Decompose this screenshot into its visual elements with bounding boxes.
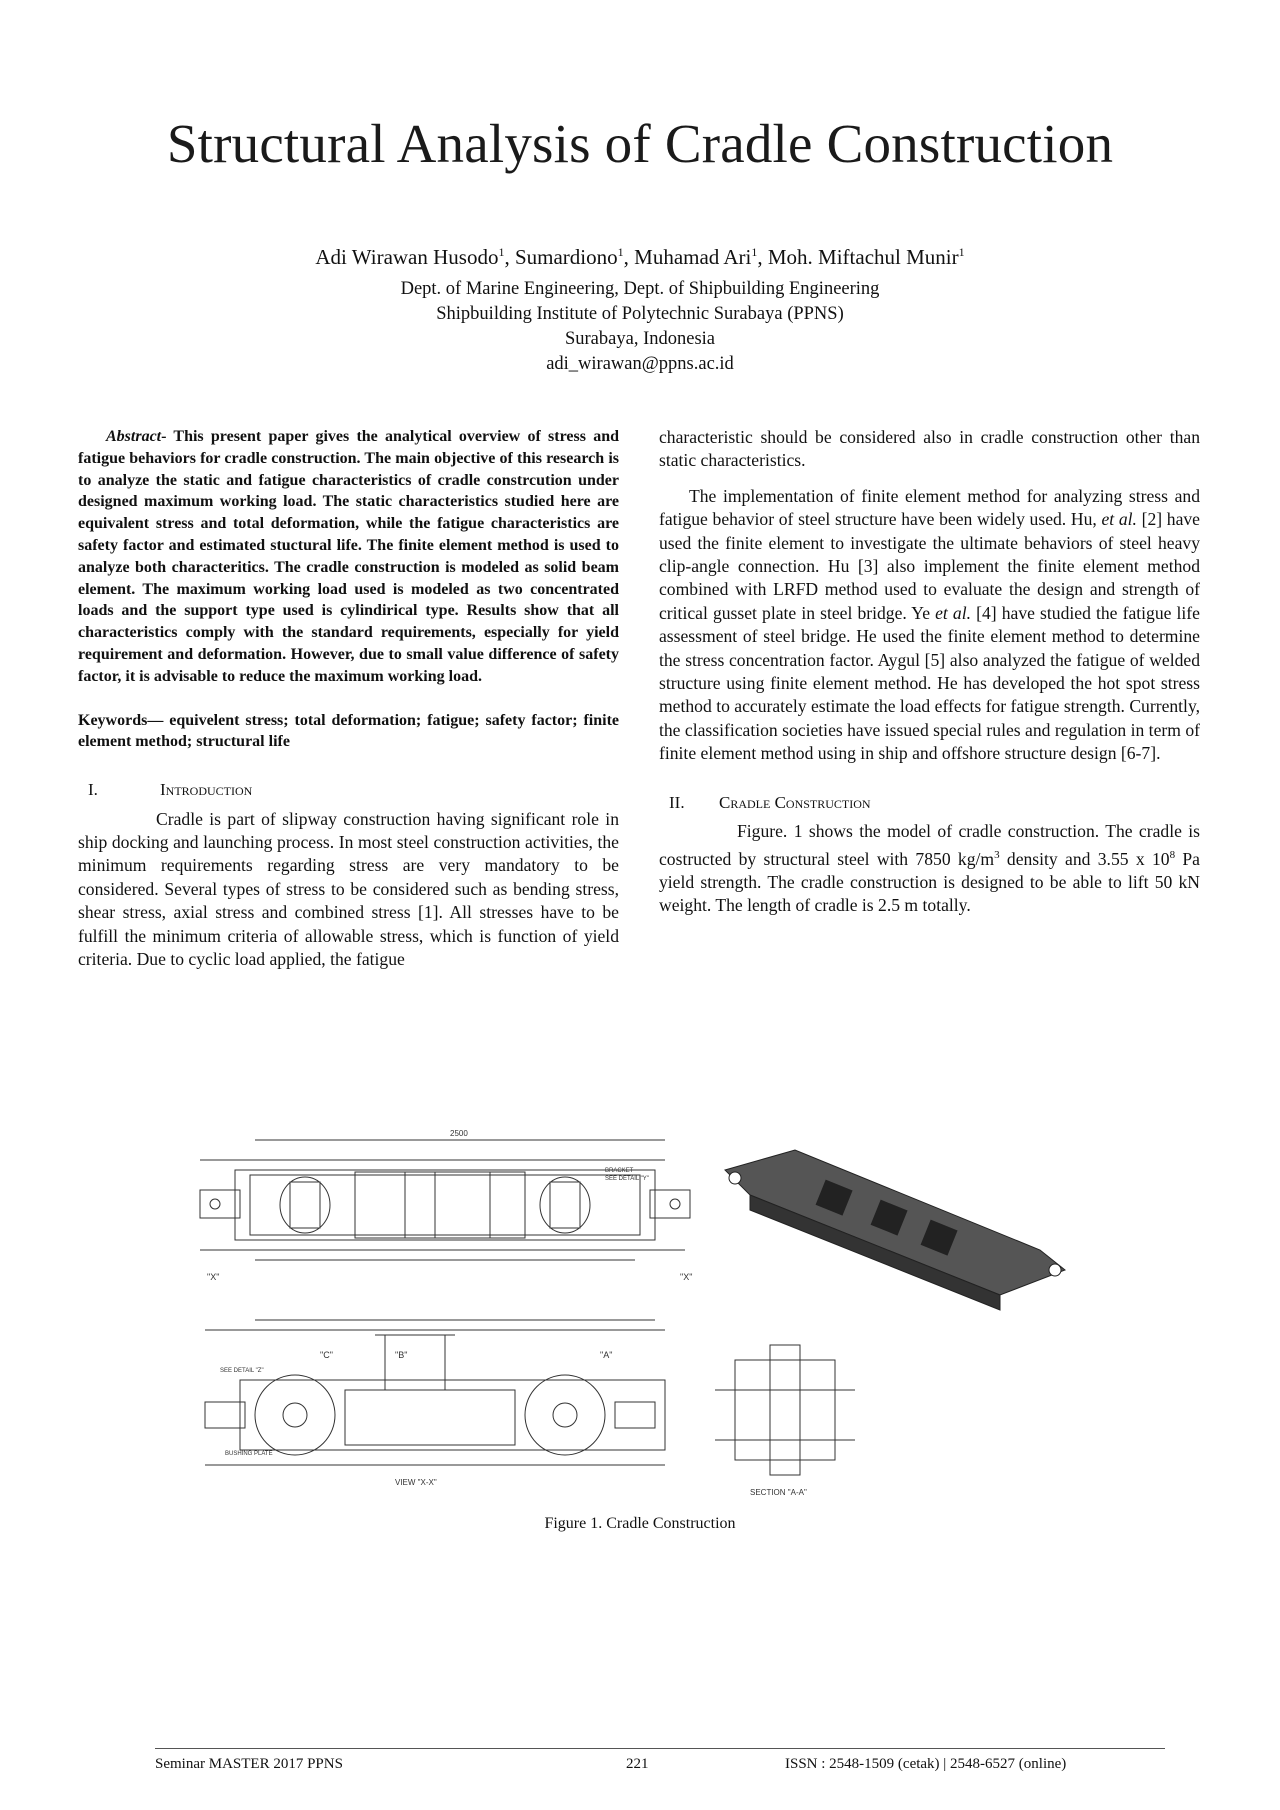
text-run: Pa yield strength. The cradle construction is designed to be able to lift 50 kN weight. The length of cradle is 2.5 m totally. [659, 848, 1200, 916]
bracket-label: BRACKET [605, 1168, 634, 1174]
text-run: [2] have used the finite element to investigate the ultimate behaviors of steel heavy clip-angle connection. Hu [3] also implement the finite element method combined with LRFD method used to evaluate the design and strength of critical gusset plate in steel bridge. Ye [659, 509, 1200, 623]
section-view-drawing [715, 1345, 855, 1497]
section-marker-a: "A" [600, 1350, 613, 1360]
view-marker-x-right: "X" [680, 1272, 693, 1282]
section-number: I. [88, 780, 98, 800]
footer-issn: ISSN : 2548-1509 (cetak) | 2548-6527 (online) [785, 1756, 1067, 1772]
author-affil-mark: 1 [498, 245, 505, 259]
section-heading-cradle [659, 791, 1200, 814]
author-name: Muhamad Ari [634, 245, 752, 269]
abstract [78, 426, 619, 688]
author-email: adi_wirawan@ppns.ac.id [546, 354, 734, 374]
introduction-paragraph: Cradle is part of slipway construction having significant role in ship docking and launching process. In most steel construction activities, the minimum requirements regarding stress are very mandatory to be considered. Several types of stress to be considered such as bending stress, shear stress, axial stress and combined stress [1]. All stresses have to be fulfill the minimum criteria of allowable stress, which is function of yield criteria. Due to cyclic load applied, the fatigue [78, 808, 619, 969]
paper-title: Structural Analysis of Cradle Construction [166, 113, 1114, 174]
figure-1 [195, 1110, 1085, 1505]
keywords [78, 710, 619, 754]
page-number: 221 [626, 1756, 649, 1772]
related-work-paragraph [659, 485, 1200, 766]
figure-caption: Figure 1. Cradle Construction [544, 1515, 736, 1532]
3d-model [725, 1150, 1065, 1310]
affiliation-institute: Shipbuilding Institute of Polytechnic Surabaya (PPNS) [436, 304, 844, 324]
side-view-drawing [205, 1320, 665, 1487]
text-run: density and 3.55 x 10 [999, 848, 1170, 869]
citation-etal: et al. [1101, 509, 1137, 530]
section-label: SECTION "A-A" [750, 1488, 807, 1497]
footer-rule [155, 1748, 1165, 1749]
dimension-label: 2500 [450, 1129, 468, 1138]
cradle-drawing [195, 1110, 1085, 1505]
top-view-drawing [200, 1129, 692, 1282]
author-name: Adi Wirawan Husodo [315, 245, 499, 269]
author-affil-mark: 1 [617, 245, 624, 259]
keywords-lead: Keywords— [78, 711, 164, 729]
section-marker-b: "B" [395, 1350, 408, 1360]
text-run: [4] have studied the fatigue life assessment of steel bridge. He used the finite element method to determine the stress concentration factor. Aygul [5] also analyzed the fatigue of welded structure using finite element method. He has developed the hot spot stress method to accurately estimate the load effects for fatigue strength. Currently, the classification societies have issued special rules and regulation in term of finite element method using in ship and offshore structure design [6-7]. [659, 602, 1200, 764]
cradle-paragraph [659, 820, 1200, 917]
section-marker-c: "C" [320, 1350, 333, 1360]
text-run: The implementation of finite element method for analyzing stress and fatigue behavior of steel structure have been widely used. Hu, [659, 485, 1200, 530]
detail-label: SEE DETAIL "Z" [220, 1368, 264, 1374]
citation-etal: et al. [935, 602, 972, 623]
author-name: Moh. Miftachul Munir [767, 245, 959, 269]
right-column [659, 426, 1200, 918]
superscript: 3 [994, 848, 1000, 861]
left-column [78, 426, 619, 971]
view-label: VIEW "X-X" [395, 1478, 437, 1487]
footer-venue: Seminar MASTER 2017 PPNS [155, 1756, 343, 1772]
view-marker-x-left: "X" [207, 1272, 220, 1282]
affiliation-city: Surabaya, Indonesia [564, 329, 715, 349]
author-list: Adi Wirawan Husodo$^1$, Sumardiono$^1$, Muhamad Ari$^1$, Moh. Miftachul Munir$^1$ [315, 245, 965, 269]
bushing-label: BUSHING PLATE [225, 1451, 273, 1457]
abstract-lead: Abstract [106, 428, 162, 445]
continued-paragraph: characteristic should be considered also in cradle construction other than static characteristics. [659, 427, 1200, 471]
section-title: Cradle Construction [719, 792, 871, 812]
text-run: Figure. 1 shows the model of cradle construction. The cradle is costructed by structural steel with 7850 kg/m [659, 821, 1200, 869]
author-name: Sumardiono [514, 245, 618, 269]
abstract-text: - This present paper gives the analytical overview of stress and fatigue behaviors for cradle construction. The main objective of this research is to analyze the static and fatigue characteristics of cradle constrcution under designed maximum working load. The static characteristics studied here are equivalent stress and total deformation, while the fatigue characteristics are safety factor and estimated stuctural life. The finite element method is used to analyze both characteritics. The cradle construction is modeled as solid beam element. The maximum working load used is modeled as two concentrated loads and the support type used is cylindirical type. Results show that all characteristics comply with the standard requirements, especially for yield requirement and deformation. However, due to small value difference of safety factor, it is advisable to reduce the maximum working load. [78, 428, 619, 685]
section-title: Introduction [160, 780, 253, 800]
bracket-detail-label: SEE DETAIL "Y" [605, 1176, 649, 1182]
author-affil-mark: 1 [751, 245, 758, 259]
superscript: 8 [1169, 848, 1176, 861]
affiliation-dept: Dept. of Marine Engineering, Dept. of Shipbuilding Engineering [400, 279, 880, 299]
keywords-text: equivelent stress; total deformation; fatigue; safety factor; finite element method; structural life [78, 711, 619, 751]
author-affil-mark: 1 [958, 245, 965, 259]
section-heading-introduction [78, 778, 619, 801]
section-number: II. [669, 792, 685, 812]
